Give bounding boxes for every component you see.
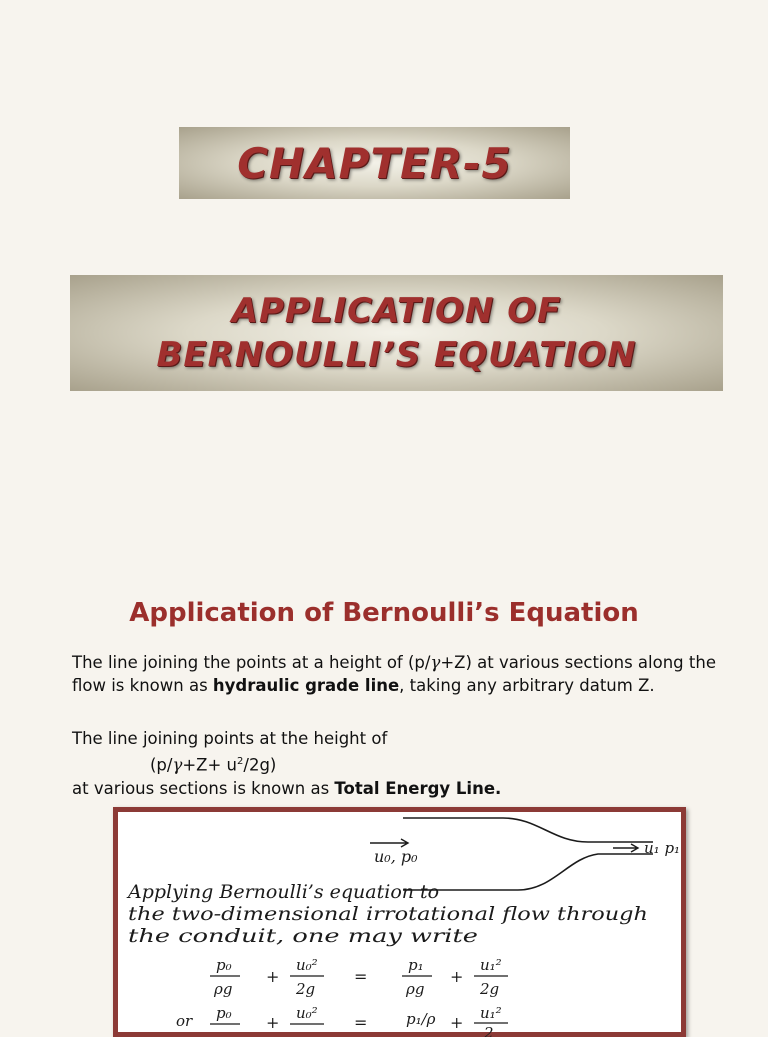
eq2-plus: +: [266, 1013, 280, 1032]
eq2-p1: p₁/ρ: [406, 1010, 436, 1028]
title-line-1: APPLICATION OF: [231, 291, 562, 331]
eq2-plus-2: +: [450, 1013, 464, 1032]
eq2-u0sq: u₀²: [296, 1004, 318, 1022]
conduit-lower-wall: [403, 854, 653, 890]
para1-text-mid: +Z) at various sections along the flow is known as: [72, 653, 716, 695]
total-energy-line-paragraph: [72, 727, 716, 800]
inlet-arrow-icon: [370, 839, 408, 847]
eq2-p0: p₀: [216, 1004, 232, 1022]
eq2-u1sq: u₁²: [480, 1004, 502, 1022]
title-line-2: BERNOULLI’S EQUATION: [156, 335, 637, 375]
formula-gamma: γ: [172, 755, 183, 775]
eq1-p0: p₀: [216, 956, 232, 974]
eq1-u0sq: u₀²: [296, 956, 318, 974]
hydraulic-grade-line-paragraph: [72, 651, 716, 697]
eq1-rhog: ρg: [214, 980, 233, 998]
eq1-plus-2: +: [450, 967, 464, 986]
eq2-equals: =: [354, 1013, 368, 1032]
outlet-arrow-icon: [613, 844, 638, 852]
total-energy-line-term: Total Energy Line.: [334, 778, 502, 798]
para1-text-post: , taking any arbitrary datum Z.: [399, 676, 655, 695]
handwritten-notes-drawing: [118, 812, 681, 1037]
chapter-banner: [179, 127, 570, 199]
eq1-equals: =: [354, 967, 368, 986]
note-line-2: the two-dimensional irrotational flow through: [128, 903, 648, 925]
chapter-title: CHAPTER-5: [237, 138, 512, 188]
eq1-2g: 2g: [296, 980, 316, 998]
eq2-or: or: [176, 1012, 193, 1030]
formula-mid: +Z+ u: [182, 755, 238, 775]
para1-text-pre: The line joining the points at a height of (p/: [72, 653, 431, 672]
outlet-label: u₁ p₁: [644, 839, 681, 857]
formula-pre: (p/: [150, 755, 173, 775]
eq1-2g-2: 2g: [480, 980, 500, 998]
conduit-upper-wall: [403, 818, 653, 842]
inlet-label: u₀, p₀: [374, 847, 418, 866]
para1-gamma: γ: [430, 653, 441, 672]
formula-post: /2g): [243, 755, 277, 775]
handwritten-figure: [113, 807, 686, 1037]
para2-line3-pre: at various sections is known as: [72, 778, 335, 798]
section-heading: Application of Bernoulli’s Equation: [129, 598, 639, 628]
eq1-u1sq: u₁²: [480, 956, 502, 974]
eq1-plus: +: [266, 967, 280, 986]
note-line-3: the conduit, one may write: [128, 925, 478, 947]
eq2-2: 2: [484, 1024, 494, 1037]
formula-sup: 2: [237, 756, 244, 767]
note-line-1: Applying Bernoulli’s equation to: [128, 881, 440, 903]
energy-formula: [72, 750, 716, 777]
title-banner: [70, 275, 723, 391]
para2-line1: The line joining points at the height of: [72, 729, 388, 748]
hydraulic-grade-line-term: hydraulic grade line: [212, 676, 400, 695]
eq1-rhog-2: ρg: [406, 980, 425, 998]
eq1-p1: p₁: [408, 956, 424, 974]
